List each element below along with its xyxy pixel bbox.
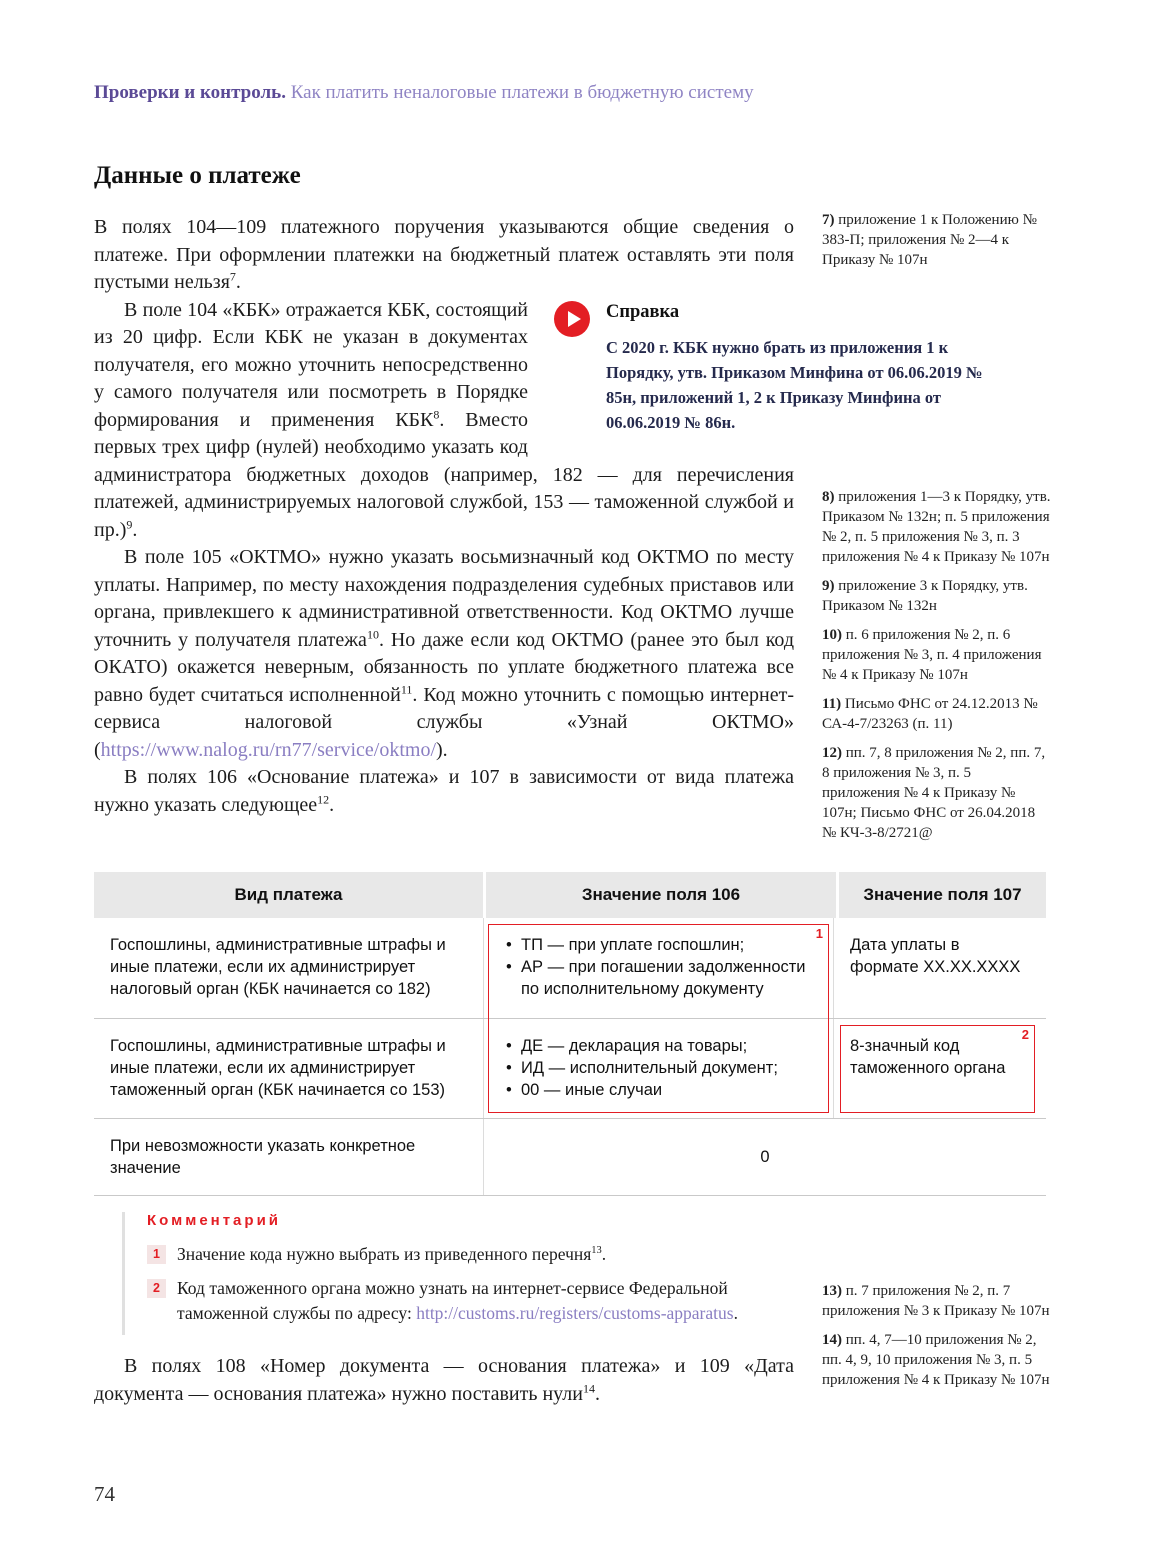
table-header-field107: Значение поля 107	[839, 872, 1046, 918]
running-head-section: Проверки и контроль.	[94, 82, 286, 103]
spravka-text: С 2020 г. КБК нужно брать из приложения 1 к Порядку, утв. Приказом Минфина от 06.06.2019 № 85н, приложений 1, 2 к Приказу Минфина от 06.06.2019 № 86н.	[606, 338, 983, 432]
annotation-label-2: 2	[1021, 1027, 1029, 1042]
footnote-12: 12) пп. 7, 8 приложения № 2, пп. 7, 8 приложения № 3, п. 5 приложения № 4 к Приказу № 107н; Письмо ФНС от 26.04.2018 № КЧ-3-8/2721@	[822, 745, 1046, 841]
comment-item-1: 1 Значение кода нужно выбрать из приведенного перечня$^{13}$.	[147, 1242, 784, 1267]
article-title: Данные о платеже	[94, 162, 301, 189]
paragraph-3	[94, 544, 794, 764]
cell-field107: Дата уплаты в формате ХХ.ХХ.ХХХХ	[833, 918, 1040, 1018]
cell-payment-type: При невозможности указать конкретное значение	[110, 1137, 416, 1177]
customs-service-link[interactable]: http://customs.ru/registers/customs-apparatus	[416, 1303, 734, 1323]
cell-merged-value: 0	[483, 1119, 1046, 1195]
footnotes-bottom	[822, 1281, 1052, 1399]
cell-payment-type: Госпошлины, административные штрафы и иные платежи, если их администрирует налоговый орган (КБК начинается со 182)	[110, 936, 446, 998]
footnote-14: 14) пп. 4, 7—10 приложения № 2, пп. 4, 9, 10 приложения № 3, п. 5 приложения № 4 к Приказу № 107н	[822, 1332, 1050, 1388]
running-head	[94, 82, 754, 104]
annotation-box-1	[488, 924, 829, 1113]
spravka-callout	[554, 299, 994, 436]
footnote-10: 10) п. 6 приложения № 2, п. 6 приложения № 3, п. 4 приложения № 4 к Приказу № 107н	[822, 627, 1042, 683]
table-header-row	[94, 872, 1046, 918]
comment-item-2: 2 Код таможенного органа можно узнать на интернет-сервисе Федеральной таможенной службы по адресу: http://customs.ru/registers/customs-apparatus.	[147, 1276, 784, 1326]
cell-field106: • ДЕ — декларация на товары; • ИД — исполнительный документ; • 00 — иные случаи	[483, 1019, 833, 1118]
paragraph-3-text: В поле 105 «ОКТМО» нужно указать восьмизначный код ОКТМО по месту уплаты. Например, по месту нахождения подразделения судебных приставов или органа, привлекшего к административной ответственности. Код ОКТМО лучше уточнить у получателя платежа$^{10}$. Но даже если код ОКТМО (ранее это был код ОКАТО) окажется неверным, обязанность по уплате бюджетного платежа все равно будет считаться исполненной$^{11}$. Код можно уточнить с помощью интернет-сервиса налоговой службы «Узнай ОКТМО» (	[94, 546, 794, 761]
cell-field106: • ТП — при уплате госпошлин; • АР — при погашении задолженности по исполнительному документу	[483, 918, 833, 1018]
oktmo-service-link[interactable]: https://www.nalog.ru/rn77/service/oktmo/	[100, 738, 436, 761]
comment-block	[122, 1212, 784, 1335]
footnotes-top	[822, 210, 1052, 279]
footnote-13: 13) п. 7 приложения № 2, п. 7 приложения № 3 к Приказу № 107н	[822, 1283, 1050, 1319]
annotation-box-2	[840, 1025, 1035, 1113]
comment-marker-1: 1	[147, 1245, 166, 1264]
paragraph-4: В полях 106 «Основание платежа» и 107 в зависимости от вида платежа нужно указать следующее$^{12}$.	[94, 766, 794, 816]
comment-marker-2: 2	[147, 1279, 166, 1298]
footnote-11: 11) Письмо ФНС от 24.12.2013 № СА-4-7/23263 (п. 11)	[822, 696, 1038, 732]
cell-field107: 8-значный код таможенного органа	[833, 1019, 1040, 1118]
footnote-9: 9) приложение 3 к Порядку, утв. Приказом № 132н	[822, 578, 1028, 614]
footnote-8: 8) приложения 1—3 к Порядку, утв. Приказом № 132н; п. 5 приложения № 2, п. 5 приложения № 3, п. 3 приложения № 4 к Приказу № 107н	[822, 489, 1051, 565]
paragraph-5: В полях 108 «Номер документа — основания платежа» и 109 «Дата документа — основания платежа» нужно поставить нули$^{14}$.	[94, 1355, 794, 1405]
footnotes-middle	[822, 487, 1052, 852]
running-head-subtitle: Как платить неналоговые платежи в бюджетную систему	[285, 82, 754, 103]
spravka-title: Справка	[606, 301, 680, 322]
paragraph-1: В полях 104—109 платежного поручения указываются общие сведения о платеже. При оформлении платежки на бюджетный платеж оставлять эти поля пустыми нельзя$^7$.	[94, 216, 794, 293]
paragraph-2: В поле 104 «КБК» отражается КБК, состоящий из 20 цифр. Если КБК не указан в документах получателя, его можно уточнить непосредственно у самого получателя или посмотреть в Порядке формирования и применения КБК$^8$. Вместо первых трех цифр (нулей) необходимо указать код администратора бюджетных доходов (например, 182 — для перечисления платежей, администрируемых налоговой службой, 153 — таможенной службой и пр.)$^9$.	[94, 298, 794, 541]
cell-payment-type: Госпошлины, административные штрафы и иные платежи, если их администрирует таможенный орган (КБК начинается со 153)	[110, 1037, 446, 1099]
table-header-type: Вид платежа	[94, 872, 483, 918]
table-header-field106: Значение поля 106	[486, 872, 836, 918]
play-icon	[554, 301, 590, 337]
payment-fields-table	[94, 872, 1046, 1196]
paragraph-3-end: ).	[436, 738, 448, 761]
annotation-label-1: 1	[815, 926, 823, 941]
table-row	[94, 1118, 1046, 1195]
comment-title: Комментарий	[147, 1212, 282, 1229]
page-number: 74	[94, 1482, 115, 1506]
footnote-7: 7) приложение 1 к Положению № 383-П; приложения № 2—4 к Приказу № 107н	[822, 212, 1037, 268]
